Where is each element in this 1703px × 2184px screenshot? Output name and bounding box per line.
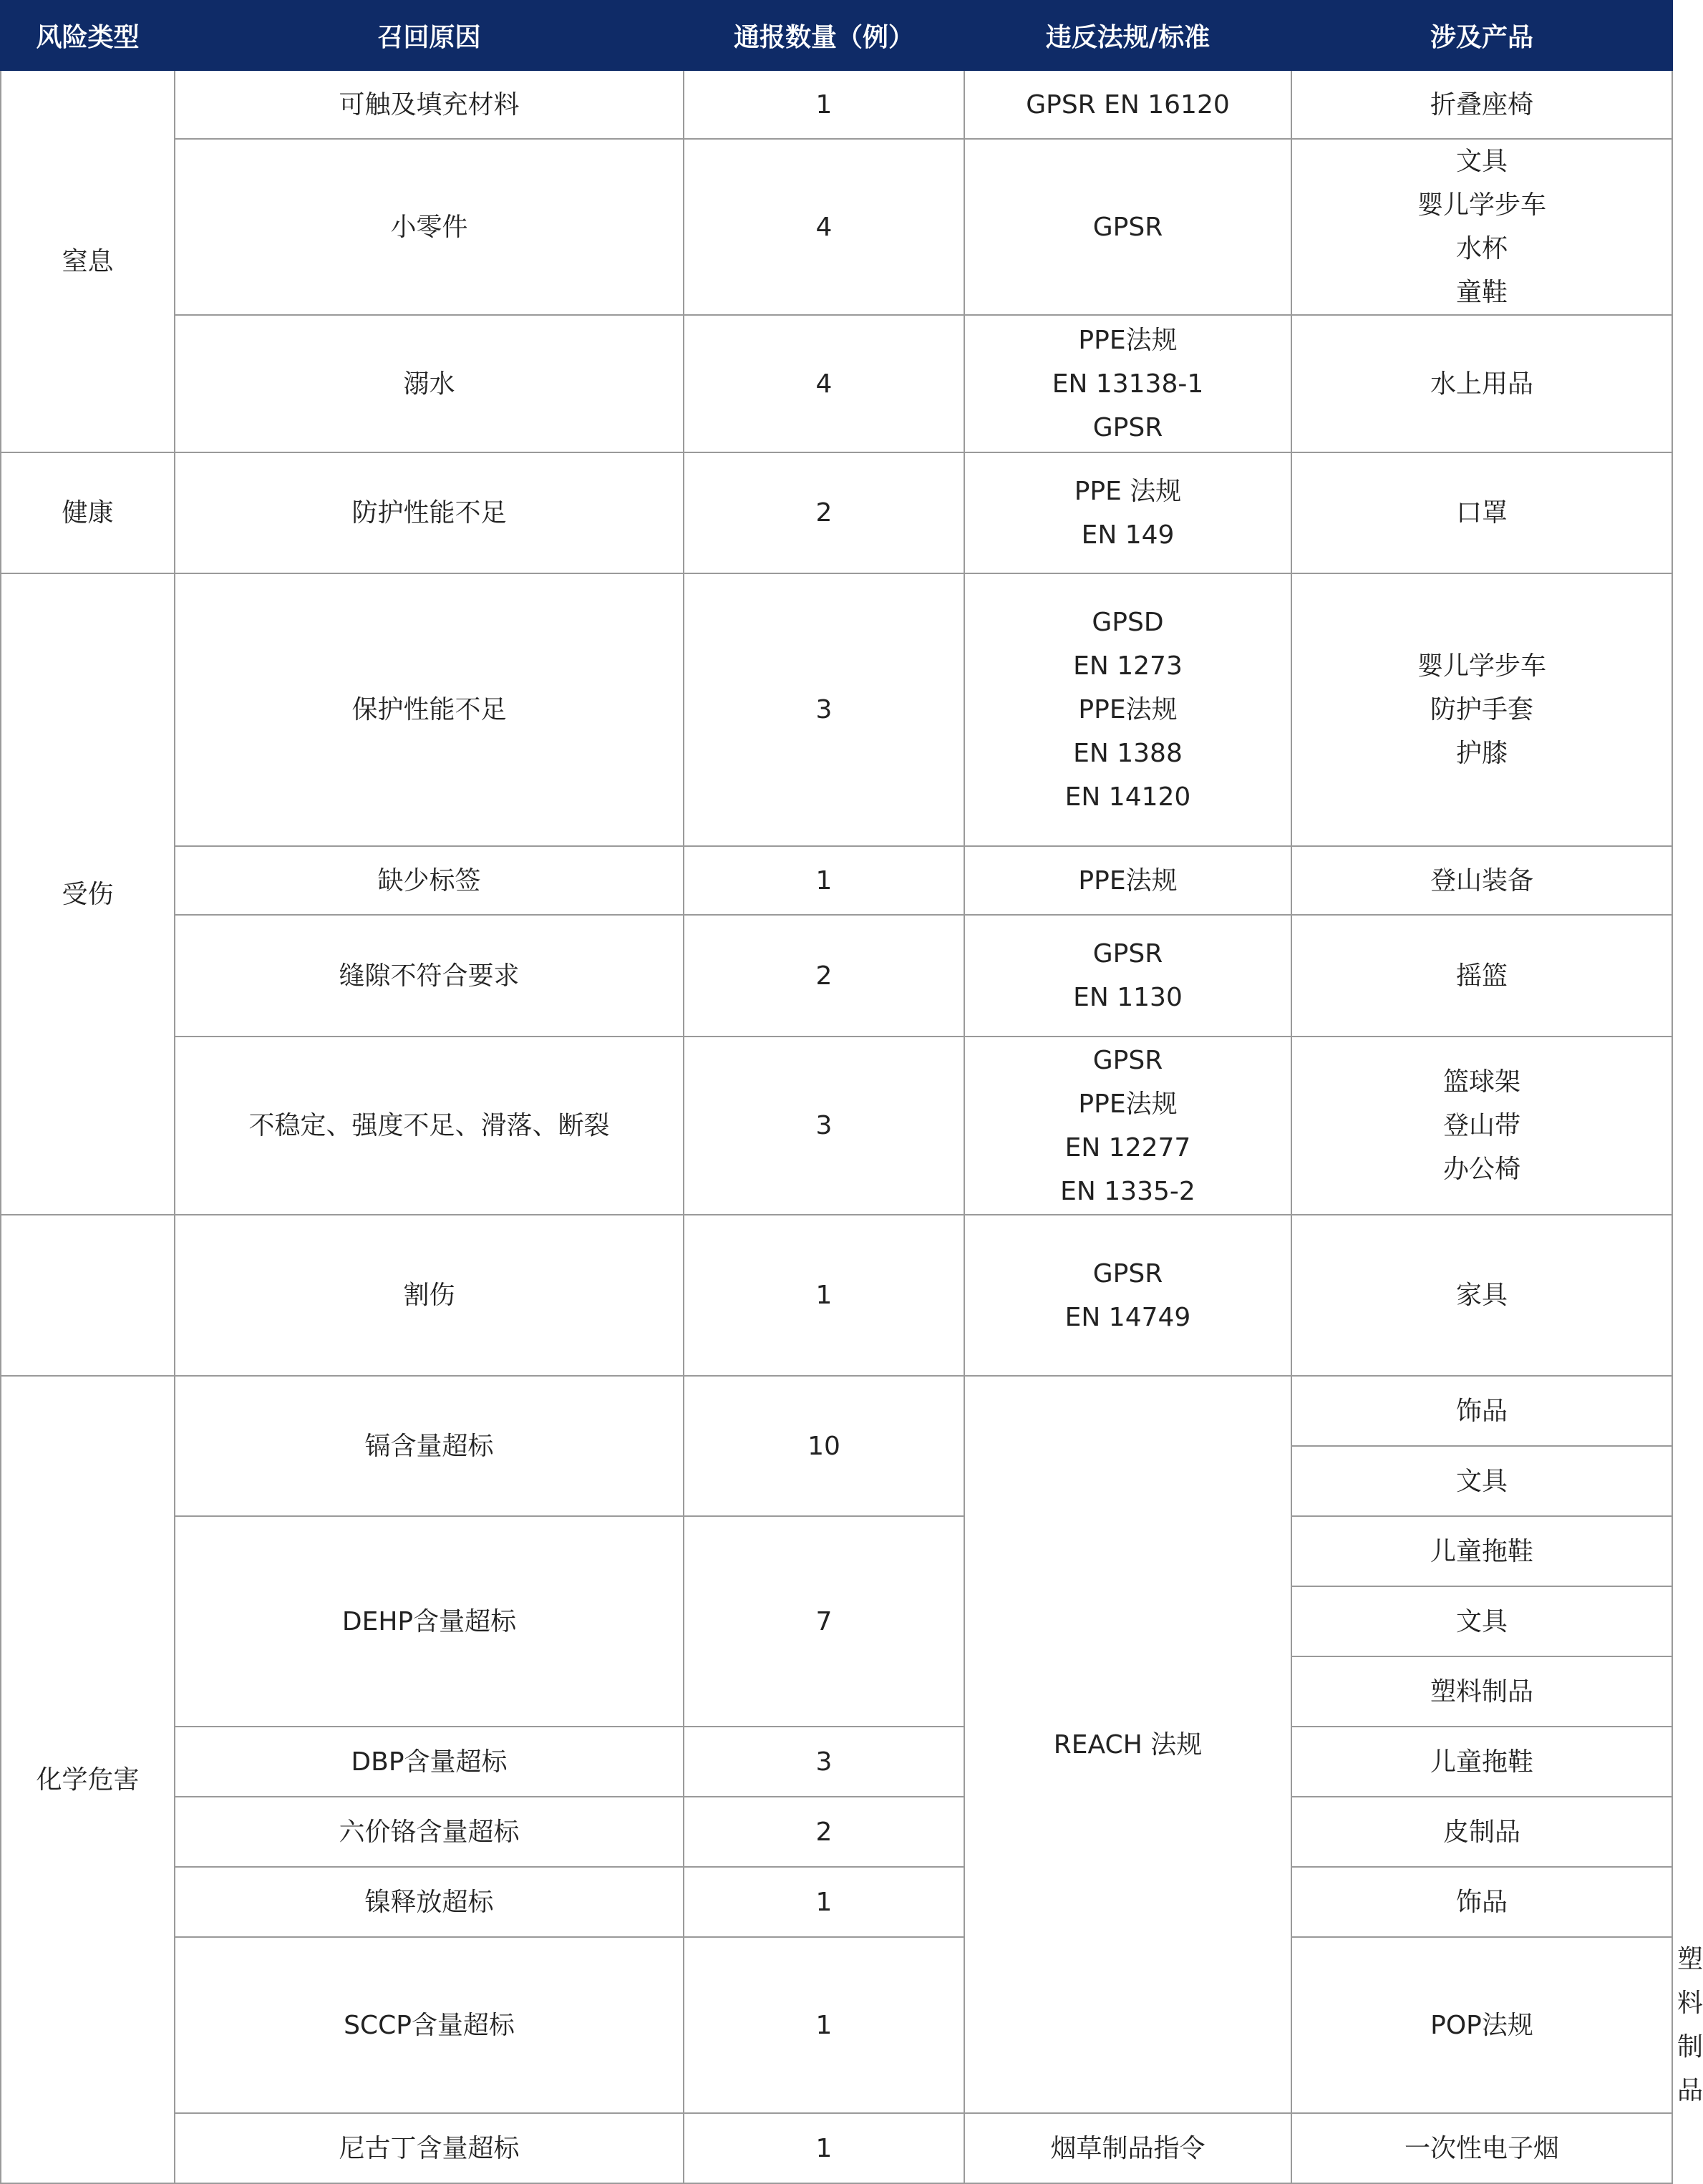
- reason-cell: 尼古丁含量超标: [175, 2113, 684, 2183]
- products-cell: [1291, 1215, 1672, 1376]
- product-line: 折叠座椅: [1430, 89, 1533, 120]
- table-row: [1, 315, 1672, 452]
- regulation-cell: [964, 1215, 1291, 1376]
- table-row: [1, 1376, 1672, 1446]
- products-cell: 文具: [1291, 1586, 1672, 1656]
- header-regulation: 违反法规/标准: [964, 1, 1291, 70]
- product-line: 婴儿学步车: [1417, 190, 1546, 220]
- count-cell: 3: [684, 1037, 964, 1215]
- table-row: [1, 1797, 1672, 1867]
- product-line: 文具: [1455, 147, 1508, 176]
- reason-cell: 镉含量超标: [175, 1376, 684, 1516]
- header-products: 涉及产品: [1291, 1, 1672, 70]
- regulation-line: EN 1335-2: [1060, 1176, 1195, 1206]
- regulation-line: PPE法规: [1078, 325, 1178, 355]
- product-line: 摇篮: [1455, 961, 1508, 991]
- reason-cell: DEHP含量超标: [175, 1516, 684, 1727]
- regulation-line: EN 13138-1: [1052, 369, 1204, 399]
- products-cell: 饰品: [1291, 1376, 1672, 1446]
- risk-type-cell: 窒息: [1, 70, 175, 452]
- regulation-line: GPSR: [1092, 939, 1163, 969]
- regulation-cell: [964, 315, 1291, 452]
- product-line: 登山带: [1442, 1111, 1520, 1140]
- regulation-line: EN 14120: [1064, 782, 1191, 812]
- table-row: [1, 1037, 1672, 1215]
- table-row: [1, 1867, 1672, 1937]
- reason-cell: 不稳定、强度不足、滑落、断裂: [175, 1037, 684, 1215]
- product-line: 篮球架: [1442, 1067, 1520, 1097]
- count-cell: 4: [684, 315, 964, 452]
- products-cell: 塑料制品: [1291, 1656, 1672, 1727]
- table-row: [1, 1727, 1672, 1797]
- products-cell: 皮制品: [1291, 1797, 1672, 1867]
- regulation-cell: [964, 573, 1291, 846]
- regulation-line: EN 12277: [1064, 1132, 1191, 1163]
- products-cell: 儿童拖鞋: [1291, 1516, 1672, 1586]
- table-row: [1, 1516, 1672, 1586]
- products-cell: [1291, 139, 1672, 315]
- product-line: 登山装备: [1430, 865, 1533, 896]
- regulation-cell: [964, 846, 1291, 915]
- count-cell: 1: [684, 1215, 964, 1376]
- regulation-cell: POP法规: [1291, 1937, 1672, 2113]
- products-cell: [1291, 573, 1672, 846]
- products-cell: [1291, 452, 1672, 573]
- reason-cell: 可触及填充材料: [175, 70, 684, 139]
- count-cell: 10: [684, 1376, 964, 1516]
- table-row: [1, 139, 1672, 315]
- count-cell: 4: [684, 139, 964, 315]
- products-cell: [1291, 915, 1672, 1037]
- regulation-line: GPSR: [1092, 212, 1163, 242]
- header-count: 通报数量（例）: [684, 1, 964, 70]
- regulation-line: PPE法规: [1078, 1089, 1178, 1119]
- reason-cell: 小零件: [175, 139, 684, 315]
- reason-cell: 镍释放超标: [175, 1867, 684, 1937]
- table-row: [1, 452, 1672, 573]
- regulation-line: EN 1273: [1073, 651, 1183, 681]
- table-row: [1, 1215, 1672, 1376]
- reason-cell: 保护性能不足: [175, 573, 684, 846]
- reason-cell: 防护性能不足: [175, 452, 684, 573]
- regulation-cell: [964, 139, 1291, 315]
- reason-cell: SCCP含量超标: [175, 1937, 684, 2113]
- product-line: 婴儿学步车: [1417, 651, 1546, 681]
- table-row: [1, 2113, 1672, 2183]
- header-row: [1, 1, 1672, 70]
- count-cell: 3: [684, 1727, 964, 1797]
- table-row: SCCP含量超标 1 POP法规 塑料制品: [1, 1937, 1672, 2113]
- regulation-cell: [964, 452, 1291, 573]
- reason-cell: 缝隙不符合要求: [175, 915, 684, 1037]
- header-reason: 召回原因: [175, 1, 684, 70]
- products-cell: [1291, 846, 1672, 915]
- risk-type-cell: 健康: [1, 452, 175, 573]
- table-row: [1, 915, 1672, 1037]
- product-line: 办公椅: [1442, 1155, 1520, 1184]
- regulation-line: PPE法规: [1078, 695, 1178, 724]
- count-cell: 2: [684, 915, 964, 1037]
- table-row: [1, 573, 1672, 846]
- regulation-line: GPSR EN 16120: [1026, 89, 1230, 120]
- regulation-cell: [964, 1037, 1291, 1215]
- regulation-line: EN 14749: [1064, 1302, 1191, 1332]
- table-row: [1, 846, 1672, 915]
- product-line: 防护手套: [1430, 695, 1533, 724]
- count-cell: 2: [684, 1797, 964, 1867]
- regulation-line: GPSD: [1092, 608, 1164, 637]
- regulation-line: GPSR: [1092, 1258, 1163, 1288]
- count-cell: 1: [684, 2113, 964, 2183]
- risk-type-cell: 化学危害: [1, 1376, 175, 2183]
- product-line: 水上用品: [1430, 369, 1533, 399]
- regulation-cell: [964, 915, 1291, 1037]
- reason-cell: 六价铬含量超标: [175, 1797, 684, 1867]
- header-risk-type: 风险类型: [1, 1, 175, 70]
- reason-cell: 溺水: [175, 315, 684, 452]
- regulation-cell: REACH 法规: [964, 1376, 1291, 2113]
- regulation-line: PPE 法规: [1074, 476, 1182, 506]
- count-cell: 3: [684, 573, 964, 846]
- regulation-line: GPSR: [1092, 412, 1163, 442]
- regulation-line: GPSR: [1092, 1045, 1163, 1075]
- products-cell: 儿童拖鞋: [1291, 1727, 1672, 1797]
- regulation-line: EN 1130: [1073, 983, 1183, 1012]
- regulation-line: PPE法规: [1078, 865, 1178, 896]
- reason-cell: 割伤: [175, 1215, 684, 1376]
- risk-type-cell: [1, 1215, 175, 1376]
- regulation-line: EN 1388: [1073, 739, 1183, 768]
- count-cell: 1: [684, 1937, 964, 2113]
- regulation-line: EN 149: [1081, 520, 1175, 550]
- regulation-cell: 烟草制品指令: [964, 2113, 1291, 2183]
- reason-cell: DBP含量超标: [175, 1727, 684, 1797]
- count-cell: 2: [684, 452, 964, 573]
- products-cell: [1291, 1037, 1672, 1215]
- count-cell: 1: [684, 70, 964, 139]
- risk-type-cell: 受伤: [1, 573, 175, 1215]
- count-cell: 1: [684, 1867, 964, 1937]
- product-line: 口罩: [1455, 498, 1508, 528]
- products-cell: [1291, 70, 1672, 139]
- products-cell: 一次性电子烟: [1291, 2113, 1672, 2183]
- count-cell: 7: [684, 1516, 964, 1727]
- product-line: 童鞋: [1455, 278, 1508, 307]
- regulation-cell: [964, 70, 1291, 139]
- count-cell: 1: [684, 846, 964, 915]
- products-cell: [1291, 315, 1672, 452]
- products-cell: 文具: [1291, 1446, 1672, 1516]
- product-line: 水杯: [1455, 234, 1508, 263]
- product-line: 护膝: [1455, 739, 1508, 768]
- reason-cell: 缺少标签: [175, 846, 684, 915]
- product-line: 家具: [1455, 1281, 1508, 1310]
- products-cell: 饰品: [1291, 1867, 1672, 1937]
- table-row: [1, 70, 1672, 139]
